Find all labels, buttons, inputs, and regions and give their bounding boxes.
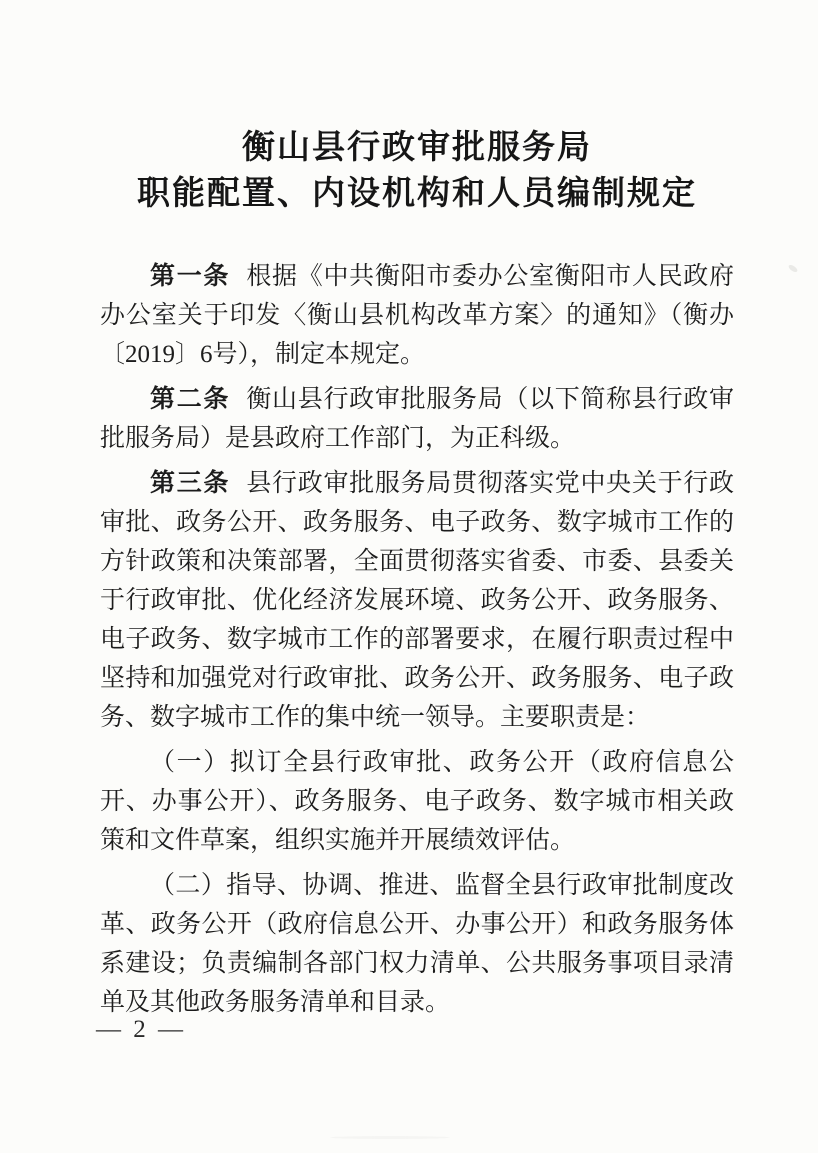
item-1-text: 拟订全县行政审批、政务公开（政府信息公开、办事公开）、政务服务、电子政务、数字城市相关政策和文件草案，组织实施并开展绩效评估。 [100, 749, 734, 854]
content-column [100, 125, 734, 1028]
article-3-text: 县行政审批服务局贯彻落实党中央关于行政审批、政务公开、政务服务、电子政务、数字城市工作的方针政策和决策部署，全面贯彻落实省委、市委、县委关于行政审批、优化经济发展环境、政务公开、政务服务、电子政务、数字城市工作的部署要求，在履行职责过程中坚持和加强党对行政审批、政务公开、政务服务、电子政务、数字城市工作的集中统一领导。主要职责是： [100, 470, 734, 731]
document-body [100, 257, 734, 1022]
item-2-text: 指导、协调、推进、监督全县行政审批制度改革、政务公开（政府信息公开、办事公开）和政务服务体系建设；负责编制各部门权力清单、公共服务事项目录清单及其他政务服务清单和目录。 [100, 872, 734, 1016]
document-title-line2: 职能配置、内设机构和人员编制规定 [137, 176, 697, 212]
article-2-text: 衡山县行政审批服务局（以下简称县行政审批服务局）是县政府工作部门，为正科级。 [100, 386, 734, 452]
article-3-label: 第三条 [150, 470, 231, 497]
scan-artifact-smudge [330, 1136, 450, 1139]
page-number: — 2 — [96, 1016, 186, 1043]
paragraph-item-2 [100, 866, 734, 1022]
article-2-label: 第二条 [150, 386, 231, 413]
document-title [100, 125, 734, 217]
scan-artifact-speck [787, 264, 798, 274]
item-2-label: （二） [150, 872, 227, 899]
document-title-line1: 衡山县行政审批服务局 [242, 130, 592, 166]
paragraph-item-1 [100, 743, 734, 860]
paragraph-article-3 [100, 464, 734, 737]
article-1-text: 根据《中共衡阳市委办公室衡阳市人民政府办公室关于印发〈衡山县机构改革方案〉的通知》（衡办〔2019〕6号），制定本规定。 [100, 263, 734, 368]
article-1-label: 第一条 [150, 263, 231, 290]
paragraph-article-1 [100, 257, 734, 374]
item-1-label: （一） [150, 749, 230, 776]
paragraph-article-2 [100, 380, 734, 458]
